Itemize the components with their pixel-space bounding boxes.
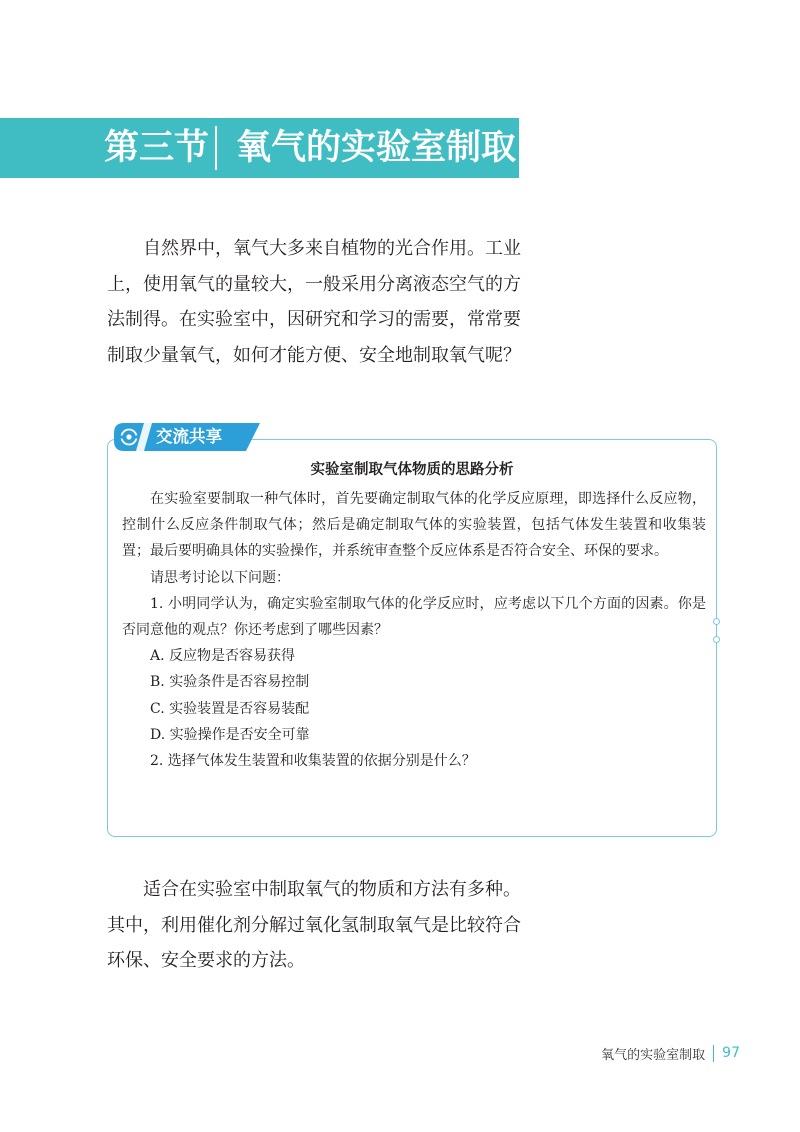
box-body [122,486,706,774]
section-title: 氧气的实验室制取 [236,127,517,168]
option-b: B. 实验条件是否容易控制 [150,674,310,691]
option-a: A. 反应物是否容易获得 [150,648,296,665]
box-connector-dot-bottom [713,636,720,643]
exchange-tab [114,423,260,451]
page-number: 97 [722,1045,740,1061]
intro-paragraph: 自然界中，氧气大多来自植物的光合作用。工业上，使用氧气的量较大，一般采用分离液态空气的方法制得。在实验室中，因研究和学习的需要，常常要制取少量氧气，如何才能方便、安全地制取氧气呢？ [107,238,521,366]
question-2: 2. 选择气体发生装置和收集装置的依据分别是什么？ [150,753,476,770]
box-paragraph: 在实验室要制取一种气体时，首先要确定制取气体的化学反应原理，即选择什么反应物，控制什么反应条件制取气体；然后是确定制取气体的实验装置，包括气体发生装置和收集装置；最后要明确具体的实验操作，并系统审查整个反应体系是否符合安全、环保的要求。 [122,491,706,560]
box-heading: 实验室制取气体物质的思路分析 [310,462,514,478]
banner-divider [215,126,217,170]
option-c: C. 实验装置是否容易装配 [150,700,310,717]
option-d: D. 实验操作是否安全可靠 [150,726,310,743]
discussion-prompt: 请思考讨论以下问题： [150,569,290,586]
section-number: 第三节 [104,127,210,168]
tab-label: 交流共享 [156,427,222,446]
method-paragraph: 适合在实验室中制取氧气的物质和方法有多种。其中，利用催化剂分解过氧化氢制取氧气是比较符合环保、安全要求的方法。 [107,879,521,971]
footer-title: 氧气的实验室制取 [601,1047,706,1063]
page-footer [601,1041,740,1065]
question-1: 1. 小明同学认为，确定实验室制取气体的化学反应时，应考虑以下几个方面的因素。你是否同意他的观点？你还考虑到了哪些因素？ [122,595,706,639]
discussion-icon [120,428,138,446]
box-connector-dot-top [713,618,720,625]
footer-divider [713,1045,714,1062]
